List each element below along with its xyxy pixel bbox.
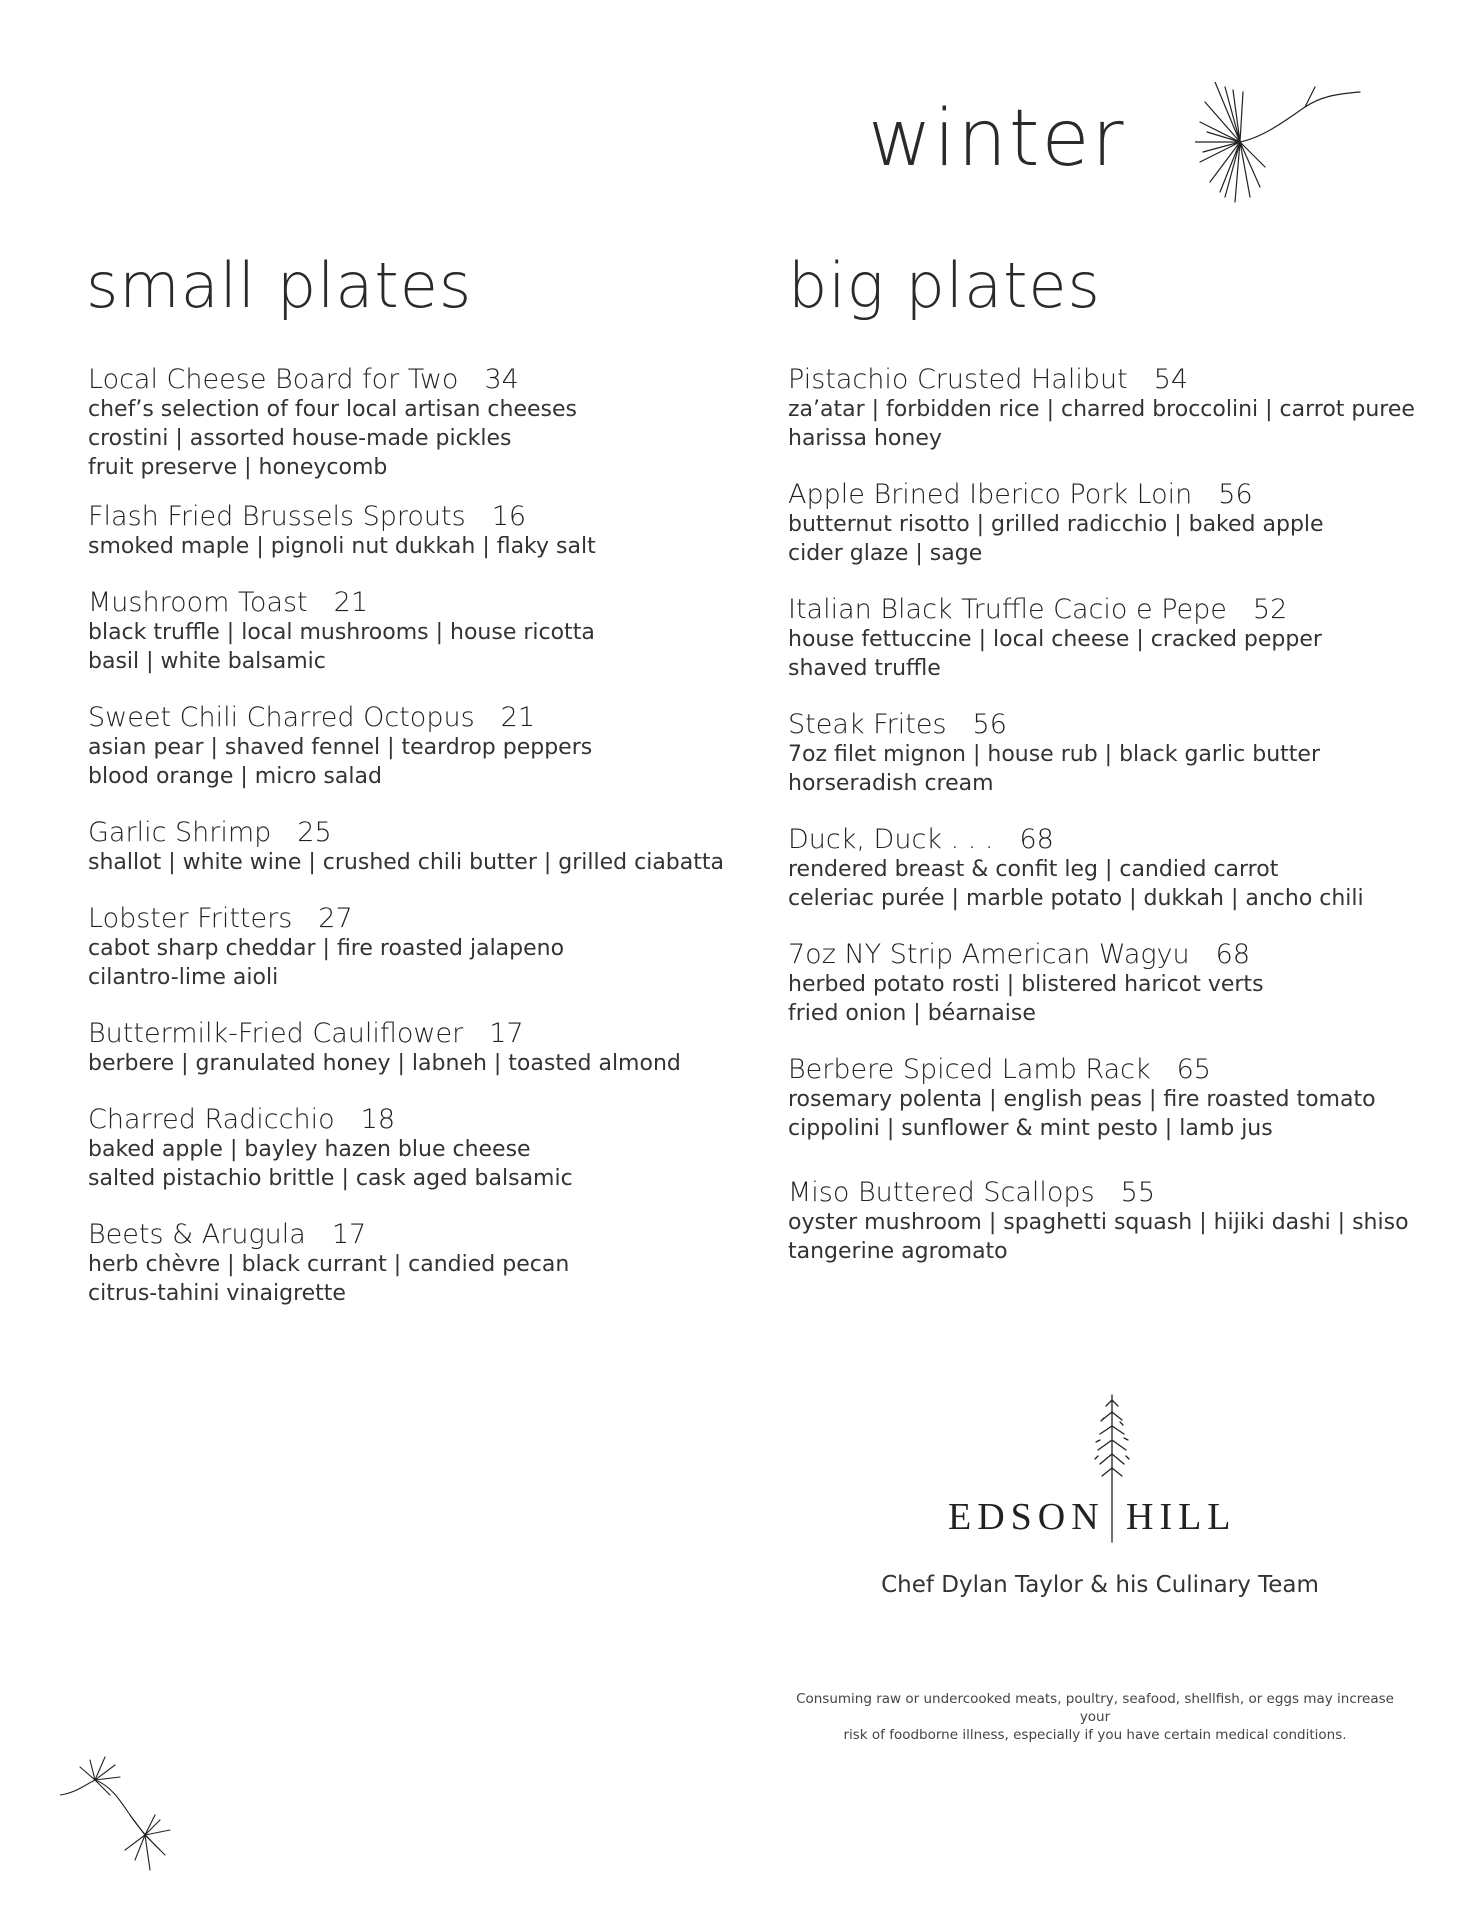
food-safety-disclaimer — [785, 1690, 1405, 1744]
item-desc: shaved truffle — [788, 656, 941, 681]
item-price: 27 — [318, 903, 353, 934]
item-name: Mushroom Toast — [88, 587, 308, 618]
item-name: Flash Fried Brussels Sprouts — [88, 501, 466, 532]
item-name: Duck, Duck . . . — [788, 824, 994, 855]
item-desc: chef’s selection of four local artisan cheeses — [88, 397, 577, 422]
item-price: 17 — [331, 1219, 367, 1250]
item-desc: blood orange | micro salad — [88, 764, 382, 789]
menu-item — [88, 502, 728, 561]
menu-item — [788, 940, 1428, 1028]
item-desc: salted pistachio brittle | cask aged balsamic — [88, 1166, 573, 1191]
item-name: 7oz NY Strip American Wagyu — [788, 939, 1190, 970]
disclaimer-line: risk of foodborne illness, especially if you have certain medical conditions. — [843, 1727, 1347, 1743]
menu-item — [788, 365, 1428, 453]
item-desc: baked apple | bayley hazen blue cheese — [88, 1137, 531, 1162]
item-desc: tangerine agromato — [788, 1239, 1008, 1264]
item-name: Charred Radicchio — [88, 1104, 335, 1135]
item-desc: za’atar | forbidden rice | charred broccolini | carrot puree — [788, 397, 1415, 422]
item-desc: butternut risotto | grilled radicchio | baked apple — [788, 512, 1324, 537]
small-plates-heading: small plates — [86, 249, 473, 322]
item-price: 18 — [360, 1104, 395, 1135]
item-name: Apple Brined Iberico Pork Loin — [788, 479, 1193, 510]
item-name: Italian Black Truffle Cacio e Pepe — [788, 594, 1227, 625]
item-desc: celeriac purée | marble potato | dukkah | ancho chili — [788, 886, 1364, 911]
item-desc: citrus-tahini vinaigrette — [88, 1281, 346, 1306]
item-desc: black truffle | local mushrooms | house ricotta — [88, 620, 595, 645]
item-desc: asian pear | shaved fennel | teardrop peppers — [88, 735, 593, 760]
menu-item — [88, 1105, 728, 1193]
small-plates-list — [88, 365, 728, 1308]
menu-item — [788, 480, 1428, 568]
menu-item — [88, 588, 728, 676]
item-desc: cabot sharp cheddar | fire roasted jalapeno — [88, 936, 565, 961]
chef-credit: Chef Dylan Taylor & his Culinary Team — [881, 1572, 1319, 1598]
menu-item — [88, 703, 728, 791]
item-desc: 7oz filet mignon | house rub | black garlic butter — [788, 742, 1320, 767]
item-desc: basil | white balsamic — [88, 649, 326, 674]
menu-item — [788, 1055, 1428, 1143]
item-price: 55 — [1120, 1177, 1155, 1208]
item-price: 56 — [1218, 479, 1253, 510]
item-desc: herb chèvre | black currant | candied pecan — [88, 1252, 570, 1277]
item-desc: harissa honey — [788, 426, 942, 451]
item-price: 17 — [489, 1018, 524, 1049]
item-name: Beets & Arugula — [88, 1219, 306, 1250]
item-desc: crostini | assorted house-made pickles — [88, 426, 512, 451]
item-price: 34 — [484, 364, 519, 395]
big-plates-list — [788, 365, 1428, 1266]
menu-item — [788, 710, 1428, 798]
menu-item — [88, 1220, 728, 1308]
item-price: 52 — [1252, 594, 1288, 625]
season-title: winter — [868, 94, 1126, 184]
item-name: Miso Buttered Scallops — [788, 1177, 1095, 1208]
menu-item — [88, 365, 728, 482]
item-desc: horseradish cream — [788, 771, 994, 796]
item-desc: house fettuccine | local cheese | cracked pepper — [788, 627, 1322, 652]
menu-item — [88, 1019, 728, 1078]
brand-left: EDSON — [948, 1496, 1105, 1538]
pine-branch-icon — [1195, 82, 1365, 212]
item-desc: cilantro-lime aioli — [88, 965, 279, 990]
item-name: Berbere Spiced Lamb Rack — [788, 1054, 1151, 1085]
item-desc: fruit preserve | honeycomb — [88, 455, 388, 480]
item-desc: rosemary polenta | english peas | fire roasted tomato — [788, 1087, 1376, 1112]
item-price: 68 — [1215, 939, 1251, 970]
item-desc: oyster mushroom | spaghetti squash | hijiki dashi | shiso — [788, 1210, 1409, 1235]
menu-item — [88, 818, 728, 877]
menu-item — [788, 825, 1428, 913]
item-desc: herbed potato rosti | blistered haricot verts — [788, 972, 1264, 997]
item-desc: smoked maple | pignoli nut dukkah | flaky salt — [88, 534, 596, 559]
big-plates-heading: big plates — [788, 249, 1101, 322]
item-desc: rendered breast & confit leg | candied carrot — [788, 857, 1279, 882]
item-name: Buttermilk-Fried Cauliflower — [88, 1018, 464, 1049]
item-price: 68 — [1019, 824, 1054, 855]
item-name: Garlic Shrimp — [88, 817, 272, 848]
item-name: Lobster Fritters — [88, 903, 293, 934]
item-price: 54 — [1153, 364, 1189, 395]
item-name: Pistachio Crusted Halibut — [788, 364, 1128, 395]
item-desc: berbere | granulated honey | labneh | toasted almond — [88, 1051, 681, 1076]
menu-item — [788, 595, 1428, 683]
item-desc: cider glaze | sage — [788, 541, 983, 566]
item-price: 16 — [491, 501, 527, 532]
pine-branch-icon — [60, 1755, 175, 1875]
item-desc: cippolini | sunflower & mint pesto | lamb jus — [788, 1116, 1273, 1141]
item-name: Steak Frites — [788, 709, 947, 740]
menu-item — [88, 904, 728, 992]
item-desc: shallot | white wine | crushed chili butter | grilled ciabatta — [88, 850, 724, 875]
disclaimer-line: Consuming raw or undercooked meats, poultry, seafood, shellfish, or eggs may increase your — [796, 1691, 1394, 1725]
item-price: 21 — [500, 702, 535, 733]
menu-item — [788, 1178, 1428, 1266]
item-name: Local Cheese Board for Two — [88, 364, 459, 395]
item-desc: fried onion | béarnaise — [788, 1001, 1036, 1026]
item-price: 65 — [1176, 1054, 1211, 1085]
item-price: 21 — [333, 587, 368, 618]
item-price: 56 — [972, 709, 1007, 740]
brand-right: HILL — [1126, 1496, 1237, 1538]
item-name: Sweet Chili Charred Octopus — [88, 702, 475, 733]
item-price: 25 — [297, 817, 332, 848]
